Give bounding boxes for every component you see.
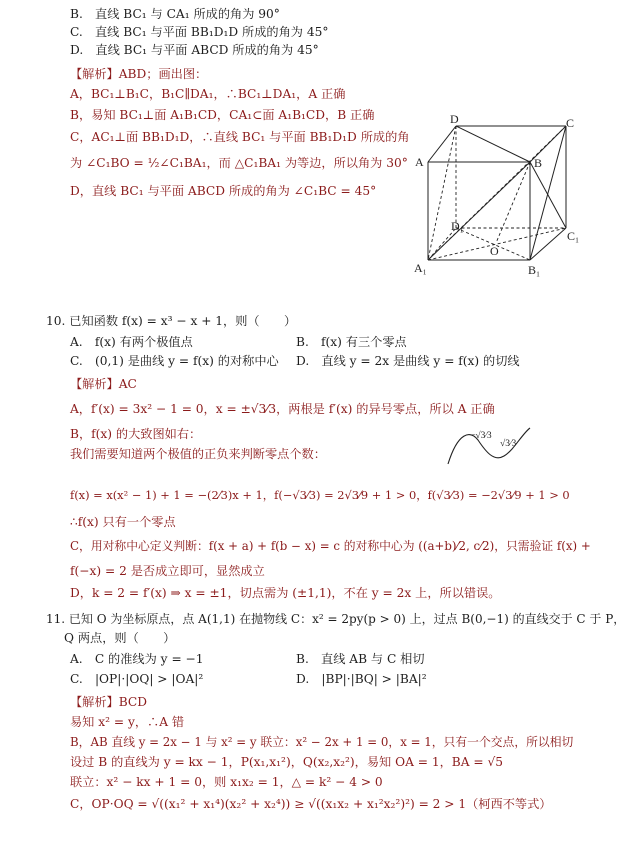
diag-db (456, 126, 530, 162)
q10-solution-line: D，k = 2 = f′(x) ⇒ x = ±1，切点需为 (±1,1)，不在 y = 2x 上，所以错误。 (70, 586, 501, 600)
q11-option-a: A. C 的准线为 y = −1 (70, 652, 204, 666)
q11-solution-line: C，OP·OQ = √((x₁² + x₁⁴)(x₂² + x₂⁴)) ≥ √((x₁x₂ + x₁²x₂²)²) = 2 > 1（柯西不等式） (70, 797, 552, 811)
diag-da1-hidden (428, 126, 456, 260)
label-a1: A₁ (414, 261, 427, 275)
edge-b1c1 (530, 228, 566, 260)
curve-label-right: √3⁄3 (500, 439, 517, 449)
label-o: O (490, 244, 499, 258)
q11-solution-line: 设过 B 的直线为 y = kx − 1，P(x₁,x₁²)，Q(x₂,x₂²)，易知 OA = 1，BA = √5 (70, 755, 504, 769)
label-c: C (566, 116, 575, 130)
q10-option-d: D. 直线 y = 2x 是曲线 y = f(x) 的切线 (296, 354, 520, 368)
q11-option-d: D. |BP|·|BQ| > |BA|² (296, 672, 427, 686)
cube-figure (408, 110, 598, 286)
label-b1: B₁ (528, 263, 541, 277)
label-d1: D₁ (451, 219, 464, 233)
cubic-curve-sketch (444, 426, 534, 470)
label-d: D (450, 112, 459, 126)
label-b: B (534, 156, 543, 170)
diag-cb1 (530, 126, 566, 260)
seg-bo-hidden (496, 162, 530, 243)
q9-option-b: B. 直线 BC₁ 与 CA₁ 所成的角为 90° (70, 7, 280, 21)
q9-solution-header: 【解析】ABD；画出图： (70, 67, 208, 81)
q9-solution-line: A，BC₁⊥B₁C，B₁C∥DA₁，∴BC₁⊥DA₁，A 正确 (70, 87, 346, 101)
q11-stem-line1: 11. 已知 O 为坐标原点，点 A(1,1) 在抛物线 C：x² = 2py(p > 0) 上，过点 B(0,−1) 的直线交于 C 于 P， (46, 612, 626, 626)
q10-solution-line: ∴f(x) 只有一个零点 (70, 515, 176, 529)
q10-stem: 10. 已知函数 f(x) = x³ − x + 1，则（ ） (46, 314, 297, 328)
label-a: A (415, 155, 424, 169)
curve-label-left: −√3⁄3 (470, 431, 492, 441)
q9-solution-line: B，易知 BC₁⊥面 A₁B₁CD，CA₁⊂面 A₁B₁CD，B 正确 (70, 108, 375, 122)
q11-solution-header: 【解析】BCD (70, 695, 148, 709)
q9-solution-line: 为 ∠C₁BO = ½∠C₁BA₁，而 △C₁BA₁ 为等边，所以角为 30° (70, 156, 408, 170)
q10-solution-line: A，f′(x) = 3x² − 1 = 0，x = ±√3⁄3，两根是 f′(x) 的异号零点，所以 A 正确 (70, 402, 495, 416)
q11-stem-line2: Q 两点，则（ ） (64, 631, 176, 645)
label-c1: C₁ (567, 229, 580, 243)
q10-solution-line: f(x) = x(x² − 1) + 1 = −(2⁄3)x + 1，f(−√3⁄3) = 2√3⁄9 + 1 > 0，f(√3⁄3) = −2√3⁄9 + 1 > 0 (70, 488, 570, 502)
q11-solution-line: 联立：x² − kx + 1 = 0，则 x₁x₂ = 1，△ = k² − 4 > 0 (70, 775, 383, 789)
q9-option-d: D. 直线 BC₁ 与平面 ABCD 所成的角为 45° (70, 43, 319, 57)
q10-option-c: C. (0,1) 是曲线 y = f(x) 的对称中心 (70, 354, 279, 368)
q9-option-c: C. 直线 BC₁ 与平面 BB₁D₁D 所成的角为 45° (70, 25, 329, 39)
q11-solution-line: B，AB 直线 y = 2x − 1 与 x² = y 联立：x² − 2x + 1 = 0，x = 1，只有一个交点，所以相切 (70, 735, 574, 749)
q10-solution-line: 我们需要知道两个极值的正负来判断零点个数： (70, 447, 326, 461)
q10-solution-line: f(−x) = 2 是否成立即可，显然成立 (70, 564, 265, 578)
q11-option-c: C. |OP|·|OQ| > |OA|² (70, 672, 204, 686)
q9-solution-line: C，AC₁⊥面 BB₁D₁D，∴直线 BC₁ 与平面 BB₁D₁D 所成的角 (70, 130, 410, 144)
q11-option-b: B. 直线 AB 与 C 相切 (296, 652, 425, 666)
q10-solution-line: C，用对称中心定义判断：f(x + a) + f(b − x) = c 的对称中心为 ((a+b)⁄2, c⁄2)，只需验证 f(x) + (70, 539, 591, 553)
q11-solution-line: 易知 x² = y，∴A 错 (70, 715, 185, 729)
q10-option-a: A. f(x) 有两个极值点 (70, 335, 193, 349)
diag-bc1 (530, 162, 566, 228)
q10-solution-line: B，f(x) 的大致图如右： (70, 427, 202, 441)
q9-solution-line: D，直线 BC₁ 与平面 ABCD 所成的角为 ∠C₁BC = 45° (70, 184, 377, 198)
q10-option-b: B. f(x) 有三个零点 (296, 335, 407, 349)
q10-solution-header: 【解析】AC (70, 377, 137, 391)
